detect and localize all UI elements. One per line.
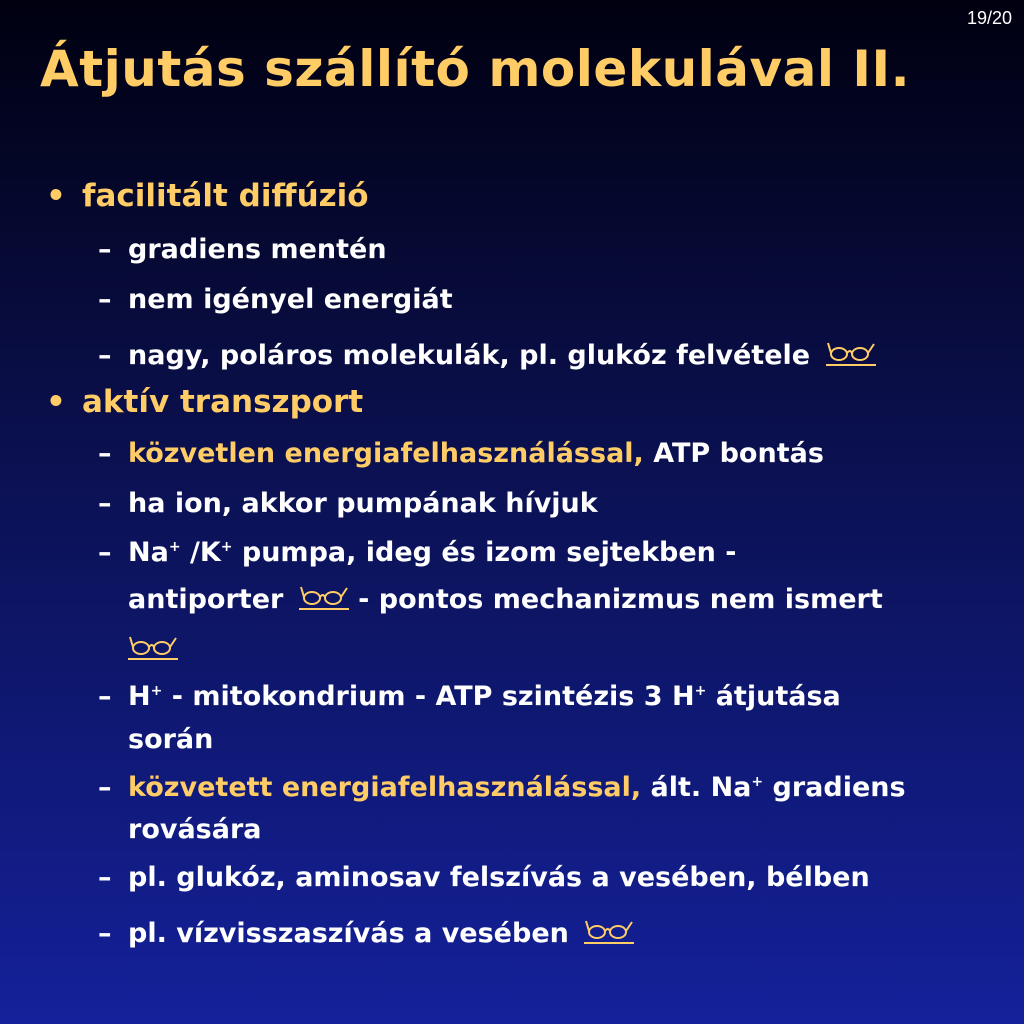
dash: – — [98, 681, 112, 712]
list-item: – pl. vízvisszaszívás a vesében — [98, 918, 634, 949]
list-item-continuation — [128, 634, 178, 665]
bullet: • — [46, 178, 66, 214]
dash: – — [98, 340, 112, 371]
dash: – — [98, 918, 112, 949]
dash: – — [98, 438, 112, 469]
glasses-link-icon[interactable] — [584, 918, 634, 944]
section-heading-facilitated: • facilitált diffúzió — [46, 178, 369, 214]
bullet: • — [46, 384, 66, 420]
glasses-link-icon[interactable] — [826, 340, 876, 366]
list-item: – gradiens mentén — [98, 234, 387, 265]
list-item: – közvetlen energiafelhasználással, ATP bontás — [98, 438, 824, 469]
dash: – — [98, 234, 112, 265]
list-item-continuation: antiporter - pontos mechanizmus nem ismert — [128, 584, 883, 615]
list-item: – közvetett energiafelhasználással, ált. Na+ gradiens — [98, 772, 906, 803]
glasses-link-icon[interactable] — [128, 634, 178, 660]
list-item-continuation: során — [128, 724, 214, 755]
list-item: – ha ion, akkor pumpának hívjuk — [98, 488, 598, 519]
list-item-continuation: rovására — [128, 814, 262, 845]
dash: – — [98, 488, 112, 519]
dash: – — [98, 862, 112, 893]
glasses-link-icon[interactable] — [299, 584, 349, 610]
dash: – — [98, 772, 112, 803]
list-item: – H+ - mitokondrium - ATP szintézis 3 H+ átjutása — [98, 681, 841, 712]
list-item: – nagy, poláros molekulák, pl. glukóz felvétele — [98, 340, 876, 371]
page-number: 19/20 — [966, 8, 1012, 28]
list-item: – nem igényel energiát — [98, 284, 453, 315]
dash: – — [98, 284, 112, 315]
section-heading-active: • aktív transzport — [46, 384, 364, 420]
list-item: – Na+ /K+ pumpa, ideg és izom sejtekben - — [98, 537, 737, 568]
slide-title: Átjutás szállító molekulával II. — [40, 40, 911, 98]
list-item: – pl. glukóz, aminosav felszívás a vesében, bélben — [98, 862, 870, 893]
dash: – — [98, 537, 112, 568]
